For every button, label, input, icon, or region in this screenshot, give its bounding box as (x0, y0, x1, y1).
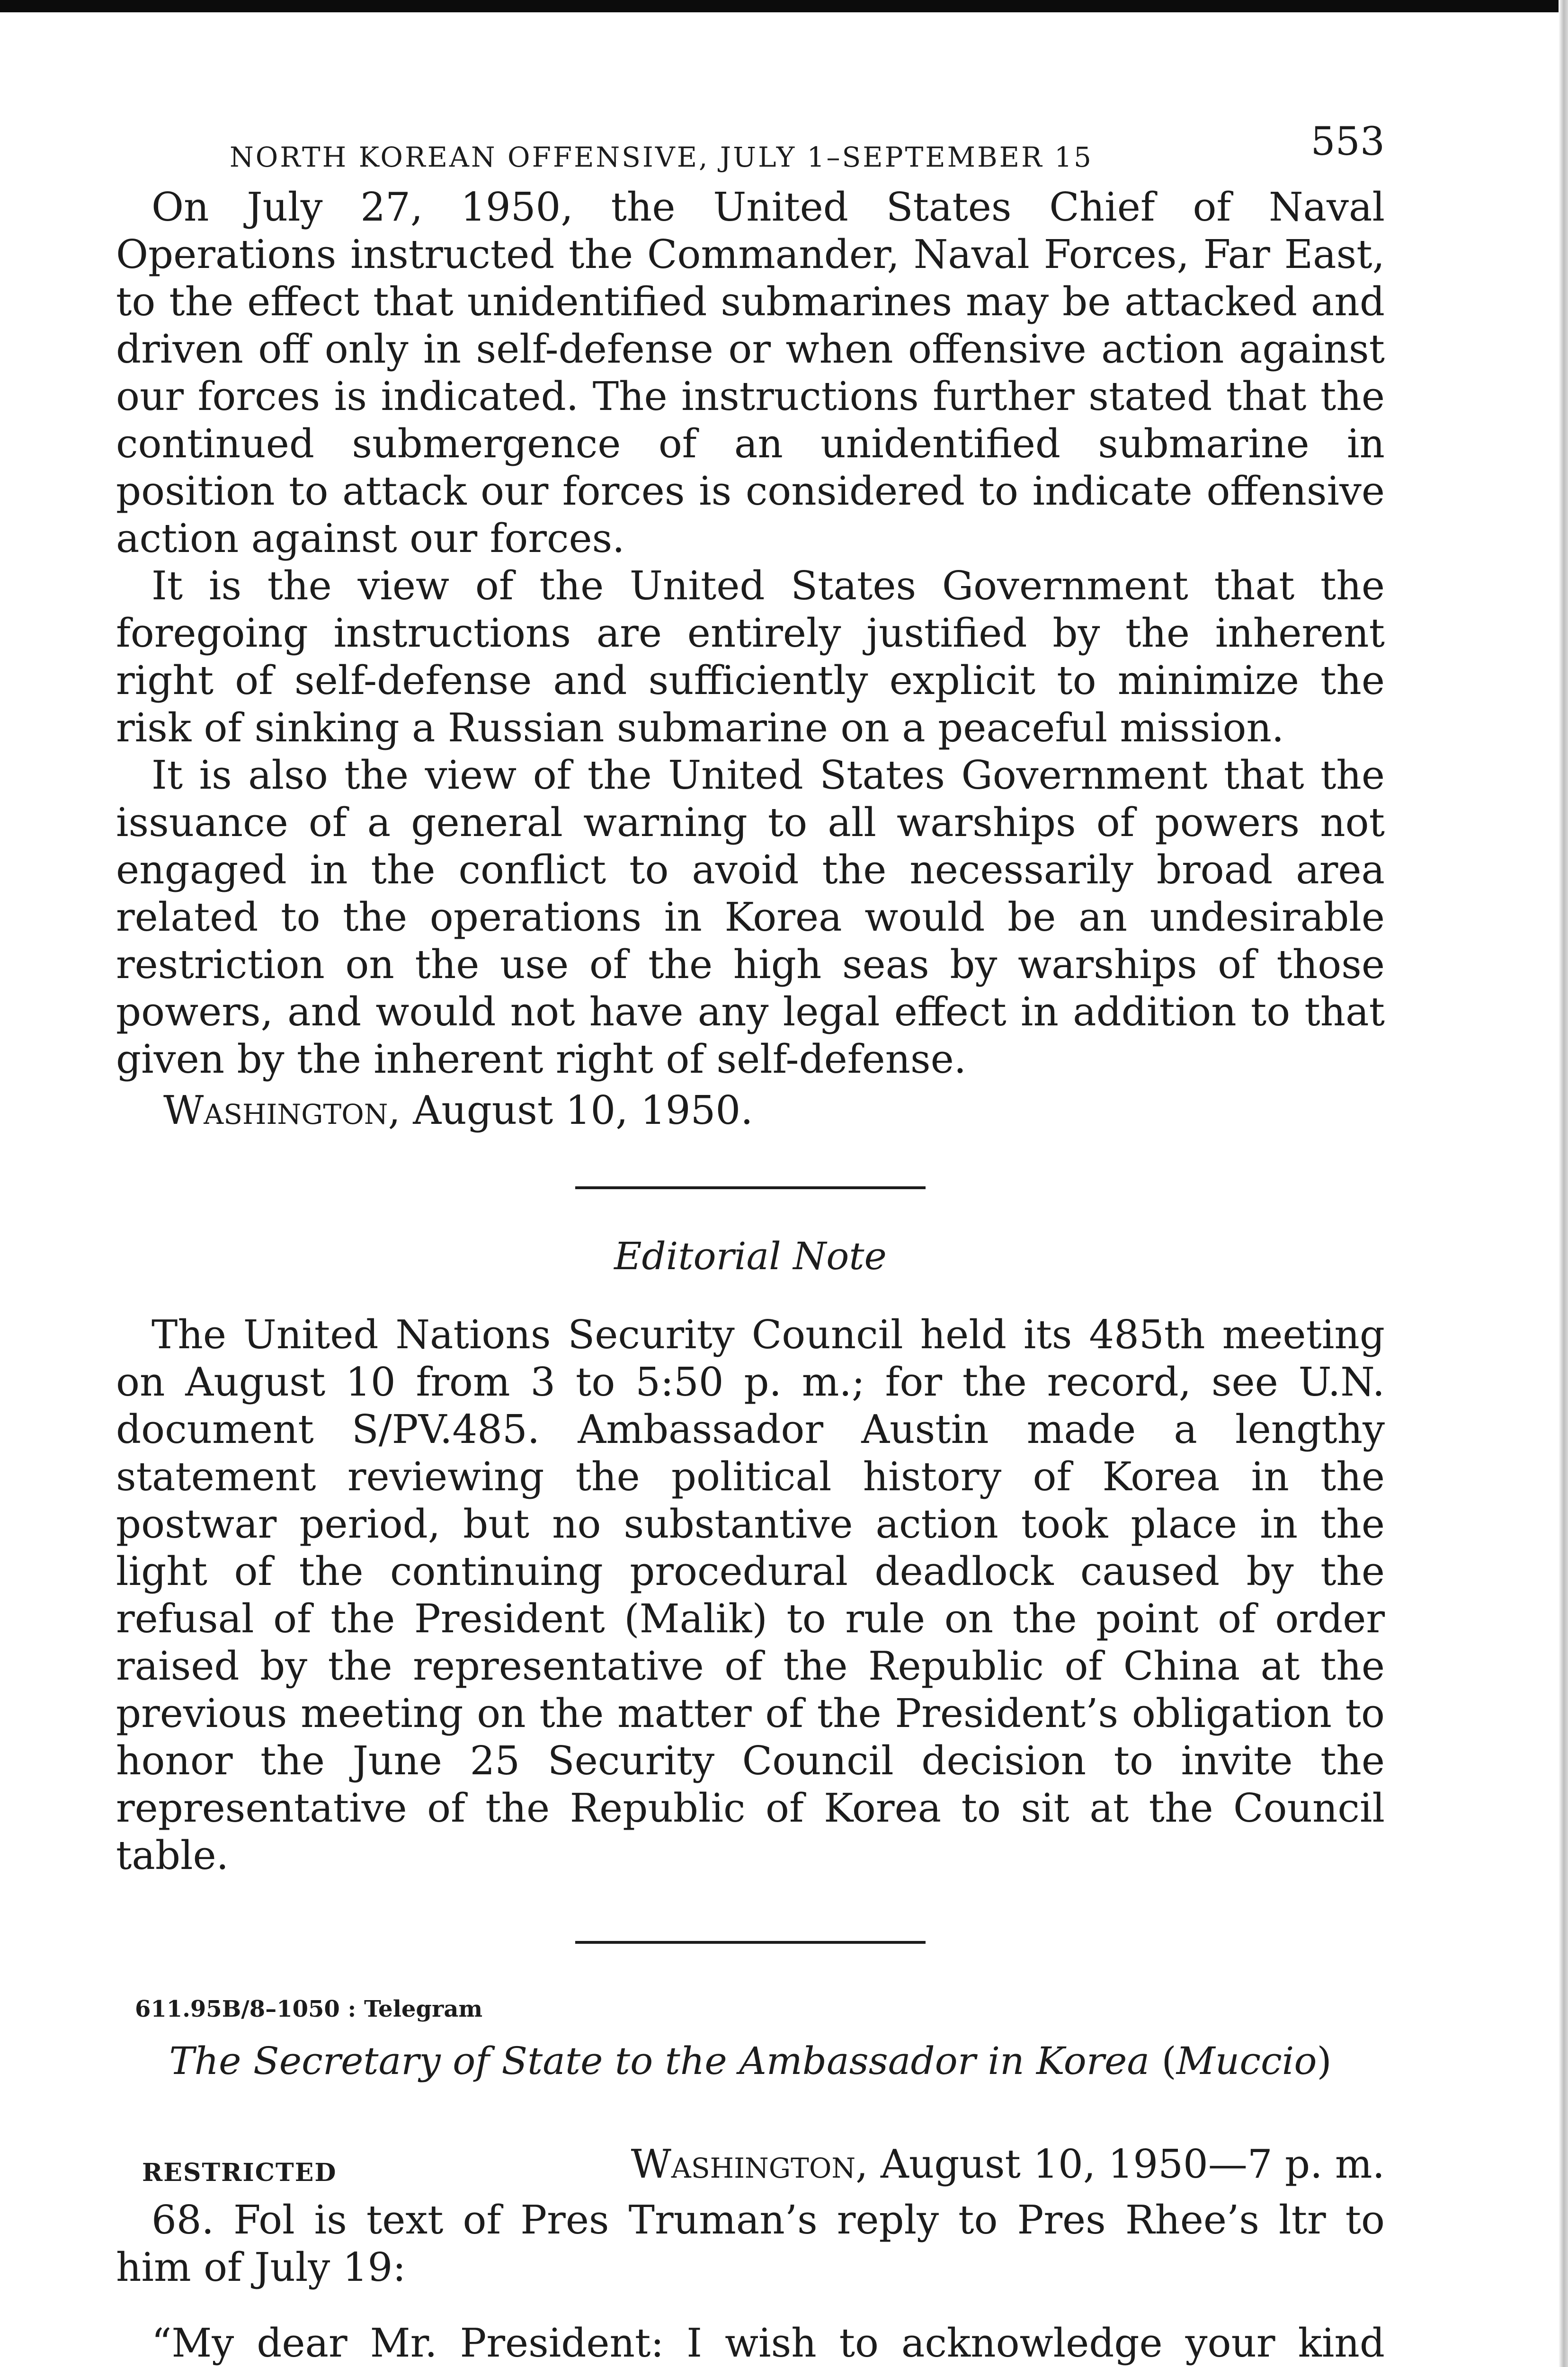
telegram-dateline-place: Washington (631, 2141, 856, 2187)
running-head (116, 114, 1385, 173)
dateline-place: Washington (163, 1087, 388, 1133)
section-divider (575, 1941, 926, 1944)
editorial-note-heading: Editorial Note (614, 1234, 887, 1278)
telegram-dateline-date: , August 10, 1950—7 p. m. (855, 2141, 1385, 2187)
file-reference: 611.95B/8–1050 : Telegram (135, 1996, 483, 2022)
telegram-dateline (631, 2141, 1385, 2187)
section-divider (575, 1186, 926, 1189)
classification-label: RESTRICTED (142, 2158, 337, 2187)
document-title-paren-close: ) (1317, 2039, 1332, 2083)
document-title-main: The Secretary of State to the Ambassador in Korea (169, 2039, 1162, 2083)
document-page (116, 114, 1385, 2367)
telegram-message: 68. Fol is text of Pres Truman’s reply to Pres Rhee’s ltr to him of July 19: (116, 2197, 1385, 2290)
page-number: 553 (1310, 119, 1385, 164)
paragraph-government-view: It is the view of the United States Government that the foregoing instructions are entirely justified by the inherent right of self-defense and sufficiently explicit to minimize the risk of sinking a Russian submarine on a peaceful mission. (116, 563, 1385, 751)
document-title-name: Muccio (1176, 2039, 1317, 2083)
paragraph-general-warning: It is also the view of the United States Government that the issuance of a general warning to all warships of powers not engaged in the conflict to avoid the necessarily broad area related to the operations in Korea would be an undesirable restriction on the use of the high seas by warships of those powers, and would not have any legal effect in addition to that given by the inherent right of self-defense. (116, 752, 1385, 1082)
quoted-letter: “My dear Mr. President: I wish to acknowledge your kind (151, 2320, 1385, 2366)
editorial-note-text: The United Nations Security Council held its 485th meeting on August 10 from 3 to 5:50 p. m.; for the record, see U.N. document S/PV.485. Ambassador Austin made a lengthy statement reviewing the political history of Korea in the postwar period, but no substantive action took place in the light of the continuing procedural deadlock caused by the refusal of the President (Malik) to rule on the point of order raised by the representative of the Republic of China at the previous meeting on the matter of the President’s obligation to honor the June 25 Security Council decision to invite the representative of the Republic of Korea to sit at the Council table. (116, 1312, 1385, 1878)
dateline (163, 1087, 1385, 1134)
paragraph-naval-instructions: On July 27, 1950, the United States Chief of Naval Operations instructed the Commander, Naval Forces, Far East, to the effect that unidentified submarines may be attacked and driven off only in self-defense or when offensive action against our forces is indicated. The instructions further stated that the continued submergence of an unidentified submarine in position to attack our forces is considered to indicate offensive action against our forces. (116, 184, 1385, 561)
document-title (116, 2039, 1385, 2083)
scan-top-edge (0, 0, 1568, 12)
telegram-meta (116, 2130, 1385, 2192)
running-title: NORTH KOREAN OFFENSIVE, JULY 1–SEPTEMBER 15 (230, 141, 1093, 173)
scan-right-edge (1559, 0, 1568, 2367)
document-title-paren-open: ( (1161, 2039, 1176, 2083)
dateline-date: , August 10, 1950. (388, 1087, 753, 1133)
